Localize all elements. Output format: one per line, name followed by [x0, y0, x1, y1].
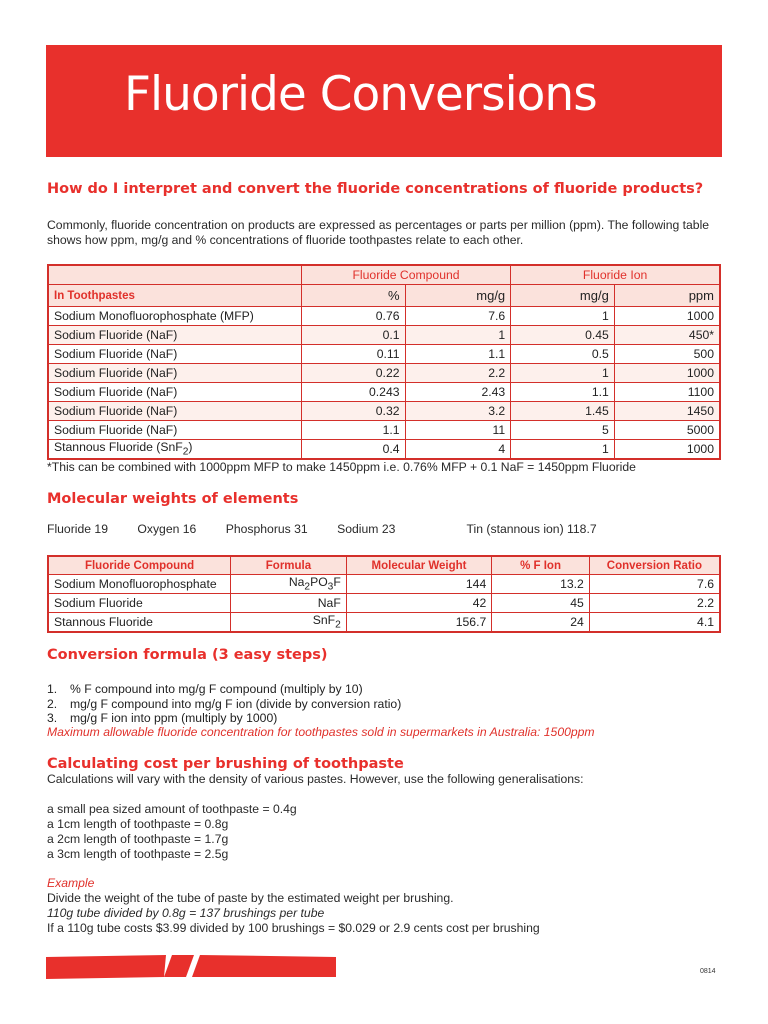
element-sodium: Sodium 23: [337, 522, 396, 536]
table-row: Sodium Fluoride (NaF) 0.11 1.1 0.5 500: [48, 345, 720, 364]
table-row: Sodium Fluoride (NaF) 1.1 11 5 5000: [48, 421, 720, 440]
group-header-compound: Fluoride Compound: [301, 265, 510, 285]
formula-cell: NaF: [231, 594, 347, 613]
table-group-header-row: [48, 265, 720, 285]
title-banner: [46, 45, 722, 157]
col-header-ion-mgg: mg/g: [511, 285, 615, 307]
example-label: Example: [47, 876, 95, 890]
molecular-table: [47, 555, 721, 633]
list-item: 2. mg/g F compound into mg/g F ion (divide by conversion ratio): [47, 696, 402, 711]
list-item: a small pea sized amount of toothpaste = 0.4g: [47, 802, 297, 816]
list-item: a 2cm length of toothpaste = 1.7g: [47, 832, 229, 846]
intro-paragraph: Commonly, fluoride concentration on products are expressed as percentages or parts per million (ppm). The following table shows how ppm, mg/g and % concentrations of fluoride toothpastes relate to each other.: [47, 218, 710, 247]
question-heading: How do I interpret and convert the fluoride concentrations of fluoride products?: [47, 181, 704, 197]
col-header-pct: %: [301, 285, 405, 307]
molecular-weights-heading: Molecular weights of elements: [47, 491, 299, 507]
document-code: 0814: [700, 968, 716, 975]
conversion-heading: Conversion formula (3 easy steps): [47, 647, 328, 663]
table-row: Sodium Fluoride (NaF) 0.243 2.43 1.1 1100: [48, 383, 720, 402]
list-item: 3. mg/g F ion into ppm (multiply by 1000): [47, 711, 278, 726]
elements-line: [47, 522, 623, 537]
group-header-ion: Fluoride Ion: [511, 265, 720, 285]
table-footnote: *This can be combined with 1000ppm MFP to make 1450ppm i.e. 0.76% MFP + 0.1 NaF = 1450ppm Fluoride: [47, 460, 636, 474]
table-column-header-row: [48, 285, 720, 307]
page-title: Fluoride Conversions: [124, 67, 597, 122]
example-block: Example Divide the weight of the tube of paste by the estimated weight per brushing. 110g tube divided by 0.8g = 137 brushings per tube If a 110g tube costs $3.99 divided by 100 brushings = $0.029 or 2.9 cents cost per brushing: [47, 876, 540, 935]
table-row: Stannous Fluoride (SnF$_2$) 0.4 4 1 1000: [48, 440, 720, 460]
conversion-table: [47, 264, 721, 460]
formula-cell: SnF$_2$: [231, 613, 347, 633]
table-row: Sodium Fluoride (NaF) 0.32 3.2 1.45 1450: [48, 402, 720, 421]
list-item: 1. % F compound into mg/g F compound (multiply by 10): [47, 682, 363, 696]
table-header-row: Fluoride Compound Formula Molecular Weight % F Ion Conversion Ratio: [48, 556, 720, 575]
cost-heading: Calculating cost per brushing of toothpaste: [47, 756, 404, 772]
table-row: Sodium Monofluorophosphate (MFP) 0.76 7.6 1 1000: [48, 307, 720, 326]
list-item: a 3cm length of toothpaste = 2.5g: [47, 847, 229, 861]
max-allowable-note: Maximum allowable fluoride concentration for toothpastes sold in supermarkets in Australia: 1500ppm: [47, 725, 595, 739]
table-row: Stannous Fluoride SnF$_2$ 156.7 24 4.1: [48, 613, 720, 633]
generalisations-list: [47, 802, 297, 862]
element-tin: Tin (stannous ion) 118.7: [466, 522, 597, 536]
table-row: Sodium Fluoride (NaF) 0.22 2.2 1 1000: [48, 364, 720, 383]
table-row: Sodium Fluoride NaF 42 45 2.2: [48, 594, 720, 613]
table-row: Sodium Fluoride (NaF) 0.1 1 0.45 450*: [48, 326, 720, 345]
table-row: Sodium Monofluorophosphate $Na_2PO_3F$ 144 13.2 7.6: [48, 575, 720, 594]
element-phosphorus: Phosphorus 31: [225, 522, 308, 536]
cost-intro: Calculations will vary with the density of various pastes. However, use the following generalisations:: [47, 772, 584, 786]
conversion-steps: [47, 682, 401, 726]
formula-cell: $Na_2PO_3F$: [231, 575, 347, 594]
row-label-header: In Toothpastes: [48, 285, 301, 307]
col-header-mgg: mg/g: [405, 285, 511, 307]
footer-stripe-graphic: [46, 955, 336, 979]
col-header-ppm: ppm: [614, 285, 720, 307]
element-fluoride: Fluoride 19: [47, 522, 108, 536]
element-oxygen: Oxygen 16: [137, 522, 197, 536]
list-item: a 1cm length of toothpaste = 0.8g: [47, 817, 229, 831]
